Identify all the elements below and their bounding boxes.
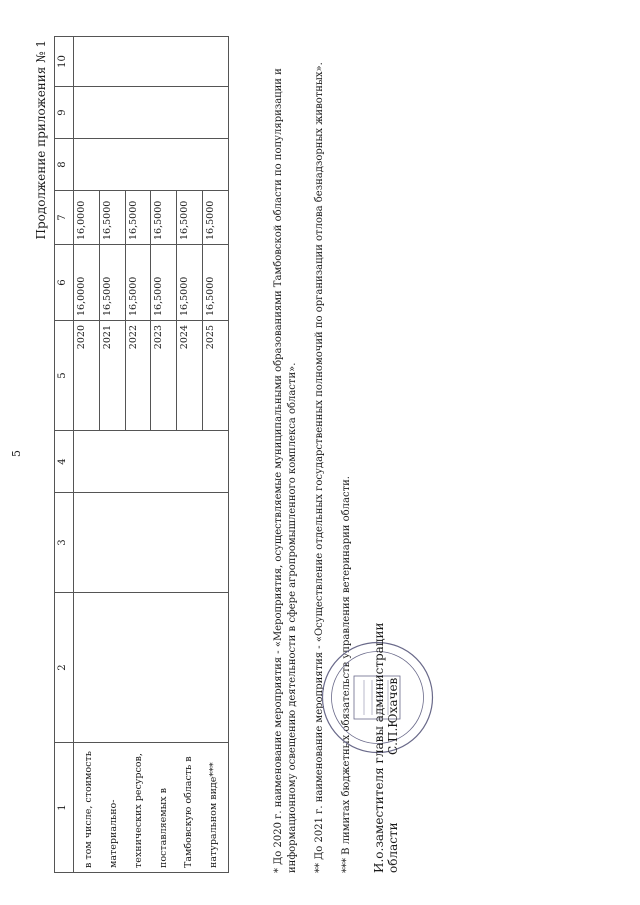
header-cell: 6 bbox=[55, 245, 74, 321]
appendix-note: Продолжение приложения № 1 bbox=[34, 40, 48, 240]
header-cell: 8 bbox=[55, 139, 74, 191]
item-label-line: поставляемых в bbox=[158, 788, 169, 868]
item-label-line: технических ресурсов, bbox=[133, 753, 144, 868]
value-cell: 16,5000 bbox=[125, 245, 151, 321]
value-cell: 16,5000 bbox=[177, 245, 203, 321]
header-cell: 3 bbox=[55, 493, 74, 593]
item-label-line: натуральном виде*** bbox=[208, 762, 219, 868]
header-cell: 9 bbox=[55, 87, 74, 139]
header-cell: 2 bbox=[55, 593, 74, 743]
empty-cell bbox=[74, 593, 229, 743]
footnote-1: * До 2020 г. наименование мероприятия - «Мероприятия, осуществляемые муниципальными образованиями Тамбовской области по популяризации и информационному освещению деятельности в сфере агропромышленного комплекса области». bbox=[273, 68, 298, 873]
footnote-3: *** В лимитах бюджетных обязательств управления ветеринарии области. bbox=[341, 476, 352, 873]
header-cell: 10 bbox=[55, 37, 74, 87]
item-label-line: материально- bbox=[108, 799, 119, 868]
value-cell: 16,5000 bbox=[203, 245, 229, 321]
year-cell: 2021 bbox=[99, 321, 125, 431]
footnote-2: ** До 2021 г. наименование мероприятия - «Осуществление отдельных государственных полномочий по организации отлова безнадзорных животных». bbox=[314, 62, 325, 873]
value-cell: 16,0000 bbox=[74, 191, 100, 245]
empty-cell bbox=[74, 493, 229, 593]
empty-cell bbox=[74, 37, 229, 87]
value-cell: 16,5000 bbox=[125, 191, 151, 245]
item-label-line: Тамбовскую область в bbox=[183, 756, 194, 868]
table-header-row bbox=[55, 37, 74, 873]
value-cell: 16,5000 bbox=[203, 191, 229, 245]
year-cell: 2020 bbox=[74, 321, 100, 431]
year-cell: 2024 bbox=[177, 321, 203, 431]
year-cell: 2022 bbox=[125, 321, 151, 431]
signer-name: С.П.Юхачев bbox=[386, 677, 400, 755]
signer-title: И.о.заместителя главы администрации bbox=[372, 622, 386, 873]
year-cell: 2025 bbox=[203, 321, 229, 431]
table-row bbox=[74, 37, 100, 873]
header-cell: 1 bbox=[55, 743, 74, 873]
value-cell: 16,5000 bbox=[151, 245, 177, 321]
header-cell: 4 bbox=[55, 431, 74, 493]
empty-cell bbox=[74, 87, 229, 139]
value-cell: 16,5000 bbox=[99, 191, 125, 245]
data-table bbox=[54, 36, 229, 873]
value-cell: 16,0000 bbox=[74, 245, 100, 321]
page-number: 5 bbox=[10, 450, 23, 457]
empty-cell bbox=[74, 431, 229, 493]
empty-cell bbox=[74, 139, 229, 191]
item-label-line: в том числе, стоимость bbox=[83, 751, 94, 868]
signer-title-line2: области bbox=[386, 822, 400, 873]
value-cell: 16,5000 bbox=[177, 191, 203, 245]
item-label-cell bbox=[74, 743, 229, 873]
header-cell: 7 bbox=[55, 191, 74, 245]
value-cell: 16,5000 bbox=[151, 191, 177, 245]
year-cell: 2023 bbox=[151, 321, 177, 431]
header-cell: 5 bbox=[55, 321, 74, 431]
value-cell: 16,5000 bbox=[99, 245, 125, 321]
